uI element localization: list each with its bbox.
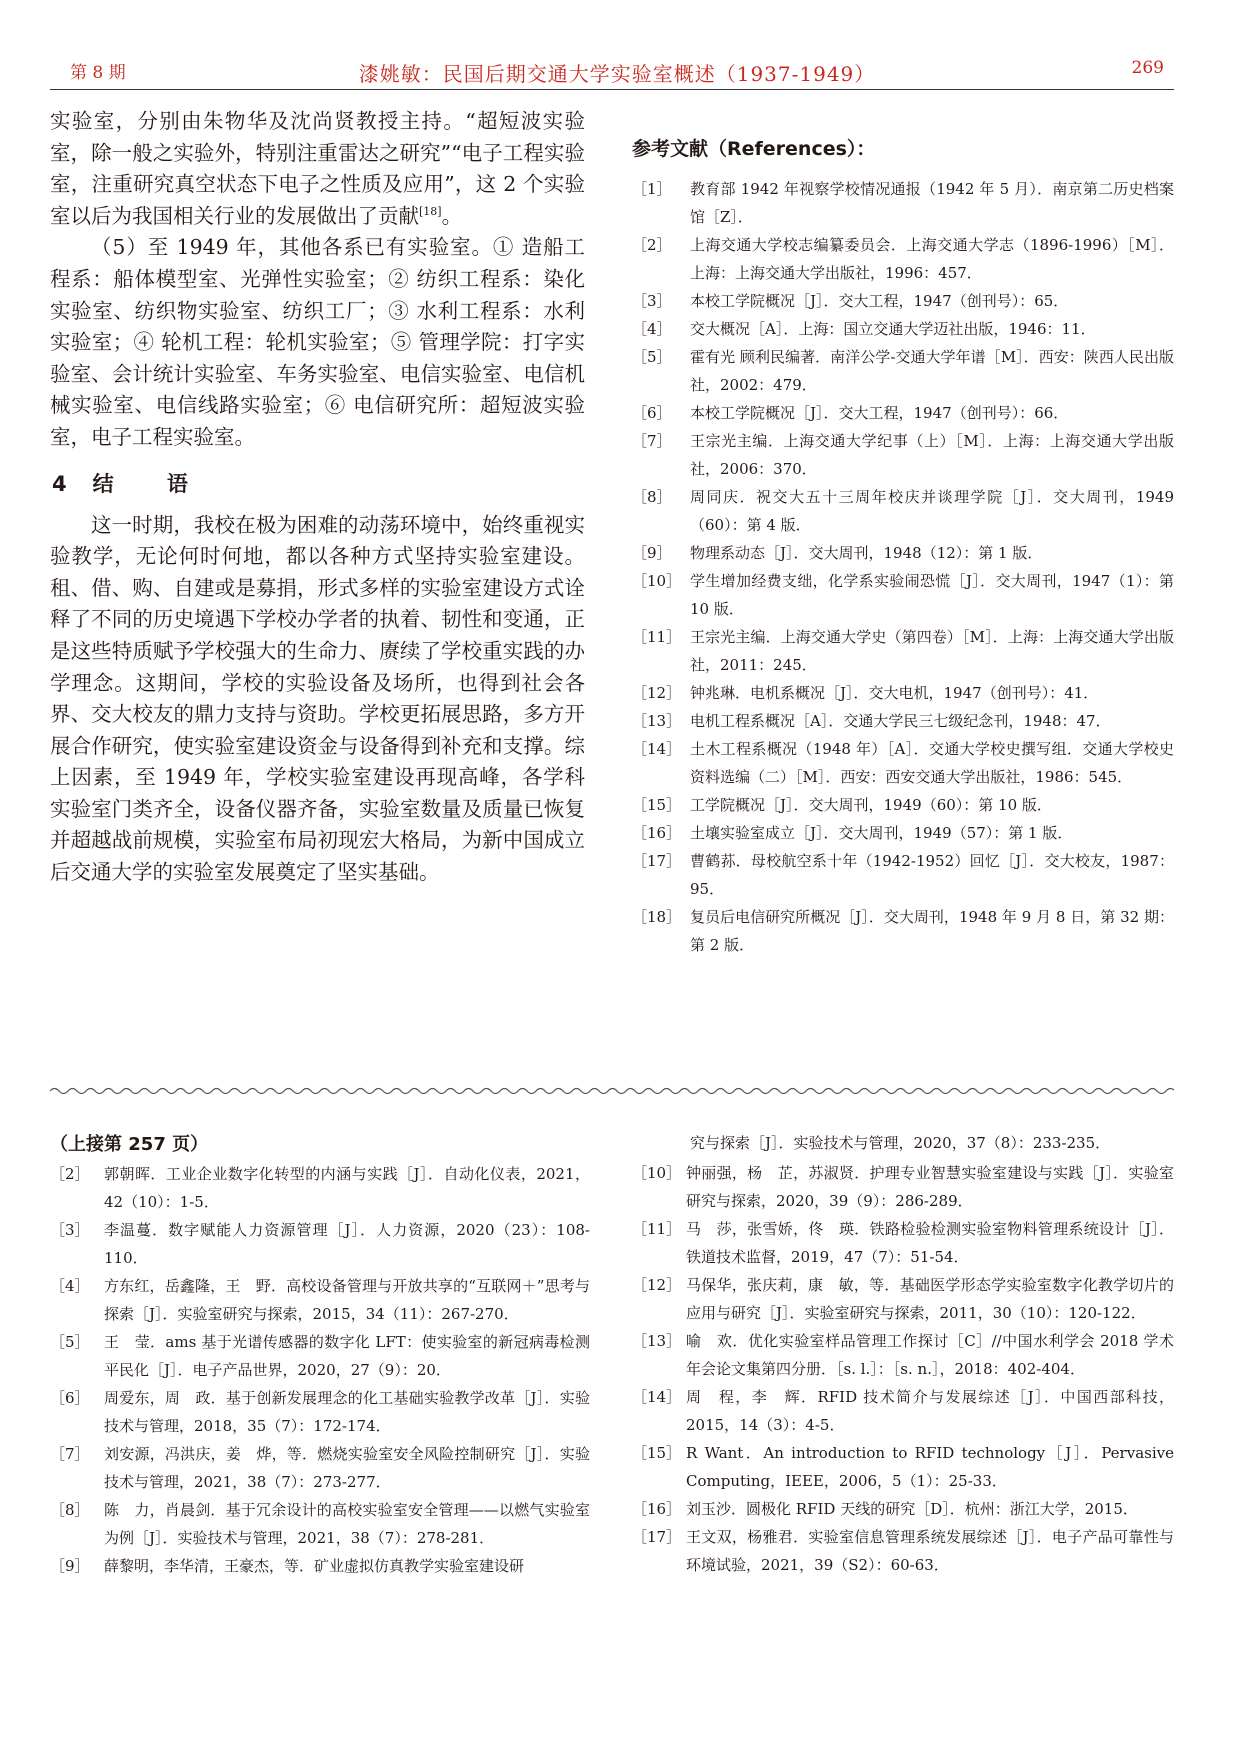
reference-number: ［18］ [632, 908, 682, 926]
reference-text: 土壤实验室成立［J］．交大周刊，1949（57）：第 1 版． [690, 824, 1073, 842]
reference-text: 交大概况［A］．上海：国立交通大学迈社出版，1946：11． [690, 320, 1096, 338]
reference-text: 王宗光主编．上海交通大学纪事（上）［M］．上海：上海交通大学出版社，2006：370． [690, 432, 1174, 478]
reference-text: 马 莎，张雪娇，佟 瑛．铁路检验检测实验室物料管理系统设计［J］．铁道技术监督，2019，47（7）：51-54． [686, 1220, 1174, 1266]
reference-list [50, 1160, 590, 1580]
reference-item [632, 707, 1174, 735]
reference-text: 钟兆琳．电机系概况［J］．交大电机，1947（创刊号）：41． [690, 684, 1099, 702]
paragraph-end: 。 [441, 203, 463, 228]
reference-list [632, 1159, 1174, 1579]
reference-number: ［7］ [50, 1445, 90, 1463]
reference-number: ［12］ [632, 1276, 682, 1294]
reference-number: ［6］ [50, 1389, 90, 1407]
reference-text: 王宗光主编．上海交通大学史（第四卷）［M］．上海：上海交通大学出版社，2011：245． [690, 628, 1174, 674]
reference-number: ［5］ [632, 348, 672, 366]
reference-item [632, 1439, 1174, 1495]
reference-number: ［6］ [632, 404, 672, 422]
reference-number: ［11］ [632, 1220, 682, 1238]
citation-mark: [18] [419, 204, 442, 218]
section-heading [52, 468, 585, 498]
reference-text: 周爱东，周 政．基于创新发展理念的化工基础实验教学改革［J］．实验技术与管理，2018，35（7）：172-174． [104, 1389, 590, 1435]
reference-number: ［13］ [632, 1332, 682, 1350]
reference-item [50, 1328, 590, 1384]
reference-item [632, 819, 1174, 847]
reference-text: 钟丽强，杨 芷，苏淑贤．护理专业智慧实验室建设与实践［J］．实验室研究与探索，2020，39（9）：286-289． [686, 1164, 1174, 1210]
reference-list [632, 175, 1174, 959]
reference-number: ［12］ [632, 684, 682, 702]
reference-text: 李温蔓．数字赋能人力资源管理［J］．人力资源，2020（23）：108-110． [104, 1221, 590, 1267]
reference-number: ［15］ [632, 796, 682, 814]
reference-number: ［9］ [50, 1557, 90, 1575]
reference-number: ［13］ [632, 712, 682, 730]
reference-number: ［16］ [632, 824, 682, 842]
references-column [632, 134, 1174, 959]
reference-number: ［14］ [632, 740, 682, 758]
body-paragraph: （5）至 1949 年，其他各系已有实验室。① 造船工程系：船体模型室、光弹性实验室；② 纺织工程系：染化实验室、纺织物实验室、纺织工厂；③ 水利工程系：水利实验室；④ 轮机工程：轮机实验室；⑤ 管理学院：打字实验室、会计统计实验室、车务实验室、电信实验室、电信机械实验室、电信线路实验室；⑥ 电信研究所：超短波实验室，电子工程实验室。 [50, 235, 585, 449]
reference-number: ［8］ [632, 488, 672, 506]
reference-number: ［11］ [632, 628, 682, 646]
reference-number: ［9］ [632, 544, 672, 562]
reference-item [50, 1552, 590, 1580]
reference-text: 本校工学院概况［J］．交大工程，1947（创刊号）：66． [690, 404, 1069, 422]
reference-continuation: 究与探索［J］．实验技术与管理，2020，37（8）：233-235． [690, 1134, 1111, 1152]
reference-text: 喻 欢．优化实验室样品管理工作探讨［C］//中国水利学会 2018 学术年会论文集第四分册．［s. l.］：［s. n.］，2018：402-404． [686, 1332, 1174, 1378]
reference-item [632, 427, 1174, 483]
reference-item [632, 483, 1174, 539]
reference-item [632, 1523, 1174, 1579]
reference-number: ［17］ [632, 1528, 682, 1546]
reference-item [632, 735, 1174, 791]
reference-text: 马保华，张庆莉，康 敏，等．基础医学形态学实验室数字化教学切片的应用与研究［J］．实验室研究与探索，2011，30（10）：120-122． [686, 1276, 1174, 1322]
reference-text: 周 程，李 辉．RFID 技术简介与发展综述［J］．中国西部科技，2015，14（3）：4-5． [686, 1388, 1174, 1434]
reference-item [50, 1160, 590, 1216]
reference-item [50, 1440, 590, 1496]
reference-item [50, 1216, 590, 1272]
reference-number: ［8］ [50, 1501, 90, 1519]
reference-number: ［3］ [50, 1221, 90, 1239]
reference-text: 刘玉沙．圆极化 RFID 天线的研究［D］．杭州：浙江大学，2015． [686, 1500, 1138, 1518]
reference-text: 学生增加经费支绌，化学系实验闹恐慌［J］．交大周刊，1947（1）：第 10 版． [690, 572, 1174, 618]
section-title: 结 语 [92, 471, 202, 496]
reference-item [632, 343, 1174, 399]
continued-references-right [632, 1129, 1174, 1579]
running-title: 漆姚敏：民国后期交通大学实验室概述（1937-1949） [358, 62, 876, 86]
page-number: 269 [1131, 58, 1164, 78]
reference-number: ［10］ [632, 1164, 682, 1182]
reference-item [632, 623, 1174, 679]
reference-item [632, 679, 1174, 707]
reference-text: 本校工学院概况［J］．交大工程，1947（创刊号）：65． [690, 292, 1069, 310]
reference-text: 物理系动态［J］．交大周刊，1948（12）：第 1 版． [690, 544, 1043, 562]
reference-number: ［17］ [632, 852, 682, 870]
reference-item [632, 1271, 1174, 1327]
reference-text: 刘安源，冯洪庆，姜 烨，等．燃烧实验室安全风险控制研究［J］．实验技术与管理，2021，38（7）：273-277． [104, 1445, 590, 1491]
reference-item [632, 567, 1174, 623]
reference-item [50, 1384, 590, 1440]
reference-number: ［2］ [632, 236, 672, 254]
reference-number: ［5］ [50, 1333, 90, 1351]
reference-text: 电机工程系概况［A］．交通大学民三七级纪念刊，1948：47． [690, 712, 1111, 730]
reference-text: 王 莹．ams 基于光谱传感器的数字化 LFT：使实验室的新冠病毒检测平民化［J］．电子产品世界，2020，27（9）：20． [104, 1333, 590, 1379]
body-paragraph [50, 106, 585, 232]
reference-item [632, 231, 1174, 287]
reference-text: 土木工程系概况（1948 年）［A］．交通大学校史撰写组．交通大学校史资料选编（二）［M］．西安：西安交通大学出版社，1986：545． [690, 740, 1174, 786]
reference-item [632, 399, 1174, 427]
reference-number: ［3］ [632, 292, 672, 310]
continued-references-left [50, 1130, 590, 1580]
reference-text: 工学院概况［J］．交大周刊，1949（60）：第 10 版． [690, 796, 1052, 814]
reference-number: ［15］ [632, 1444, 682, 1462]
body-text-column [50, 106, 585, 889]
ornamental-divider [50, 1084, 1174, 1098]
reference-text: 上海交通大学校志编纂委员会．上海交通大学志（1896-1996）［M］．上海：上海交通大学出版社，1996：457． [690, 236, 1174, 282]
paragraph-text: 实验室，分别由朱物华及沈尚贤教授主持。“超短波实验室，除一般之实验外，特别注重雷达之研究”“电子工程实验室，注重研究真空状态下电子之性质及应用”，这 2 个实验室以后为我国相关行业的发展做出了贡献 [50, 109, 585, 228]
reference-number: ［2］ [50, 1165, 90, 1183]
reference-text: 复员后电信研究所概况［J］．交大周刊，1948 年 9 月 8 日，第 32 期：第 2 版． [690, 908, 1174, 954]
reference-item [632, 539, 1174, 567]
reference-item [632, 1159, 1174, 1215]
reference-text: 陈 力，肖晨剑．基于冗余设计的高校实验室安全管理——以燃气实验室为例［J］．实验技术与管理，2021，38（7）：278-281． [104, 1501, 590, 1547]
header-rule [50, 89, 1174, 90]
reference-text: 教育部 1942 年视察学校情况通报（1942 年 5 月）．南京第二历史档案馆［Z］． [690, 180, 1174, 226]
reference-item [50, 1272, 590, 1328]
body-paragraph: 这一时期，我校在极为困难的动荡环境中，始终重视实验教学，无论何时何地，都以各种方式坚持实验室建设。租、借、购、自建或是募捐，形式多样的实验室建设方式诠释了不同的历史境遇下学校办学者的执着、韧性和变通，正是这些特质赋予学校强大的生命力、赓续了学校重实践的办学理念。这期间，学校的实验设备及场所，也得到社会各界、交大校友的鼎力支持与资助。学校更拓展思路，多方开展合作研究，使实验室建设资金与设备得到补充和支撑。综上因素，至 1949 年，学校实验室建设再现高峰，各学科实验室门类齐全，设备仪器齐备，实验室数量及质量已恢复并超越战前规模，实验室布局初现宏大格局，为新中国成立后交通大学的实验室发展奠定了坚实基础。 [50, 512, 585, 885]
reference-item [632, 1495, 1174, 1523]
reference-number: ［4］ [50, 1277, 90, 1295]
reference-item [632, 175, 1174, 231]
reference-text: 方东红，岳鑫隆，王 野．高校设备管理与开放共享的“互联网＋”思考与探索［J］．实验室研究与探索，2015，34（11）：267-270． [104, 1277, 590, 1323]
reference-item [632, 1383, 1174, 1439]
reference-number: ［16］ [632, 1500, 682, 1518]
reference-text: 郭朝晖．工业企业数字化转型的内涵与实践［J］．自动化仪表，2021，42（10）：1-5． [104, 1165, 590, 1211]
reference-item [632, 1327, 1174, 1383]
reference-item [632, 791, 1174, 819]
reference-text: 薛黎明，李华清，王豪杰，等．矿业虚拟仿真教学实验室建设研 [104, 1557, 525, 1575]
reference-number: ［1］ [632, 180, 672, 198]
reference-item [632, 1215, 1174, 1271]
reference-item [632, 287, 1174, 315]
reference-item [632, 315, 1174, 343]
reference-text: 王文双，杨雅君．实验室信息管理系统发展综述［J］．电子产品可靠性与环境试验，2021，39（S2）：60-63． [686, 1528, 1174, 1574]
reference-text: R Want．An introduction to RFID technology［J］．Pervasive Computing，IEEE，2006，5（1）：25-33． [686, 1444, 1174, 1490]
reference-number: ［4］ [632, 320, 672, 338]
reference-text: 霍有光 顾利民编著．南洋公学-交通大学年谱［M］．西安：陕西人民出版社，2002：479． [690, 348, 1174, 394]
reference-number: ［7］ [632, 432, 672, 450]
reference-number: ［10］ [632, 572, 682, 590]
section-number: 4 [52, 471, 67, 496]
journal-issue: 第 8 期 [70, 63, 126, 83]
references-title: 参考文献（References）： [632, 138, 876, 160]
reference-item [50, 1496, 590, 1552]
reference-number: ［14］ [632, 1388, 682, 1406]
continued-heading: （上接第 257 页） [50, 1134, 209, 1155]
reference-text: 周同庆．祝交大五十三周年校庆并谈理学院［J］．交大周刊，1949（60）：第 4 版． [690, 488, 1174, 534]
reference-text: 曹鹤荪．母校航空系十年（1942-1952）回忆［J］．交大校友，1987：95． [690, 852, 1174, 898]
reference-item [632, 847, 1174, 903]
reference-item [632, 903, 1174, 959]
